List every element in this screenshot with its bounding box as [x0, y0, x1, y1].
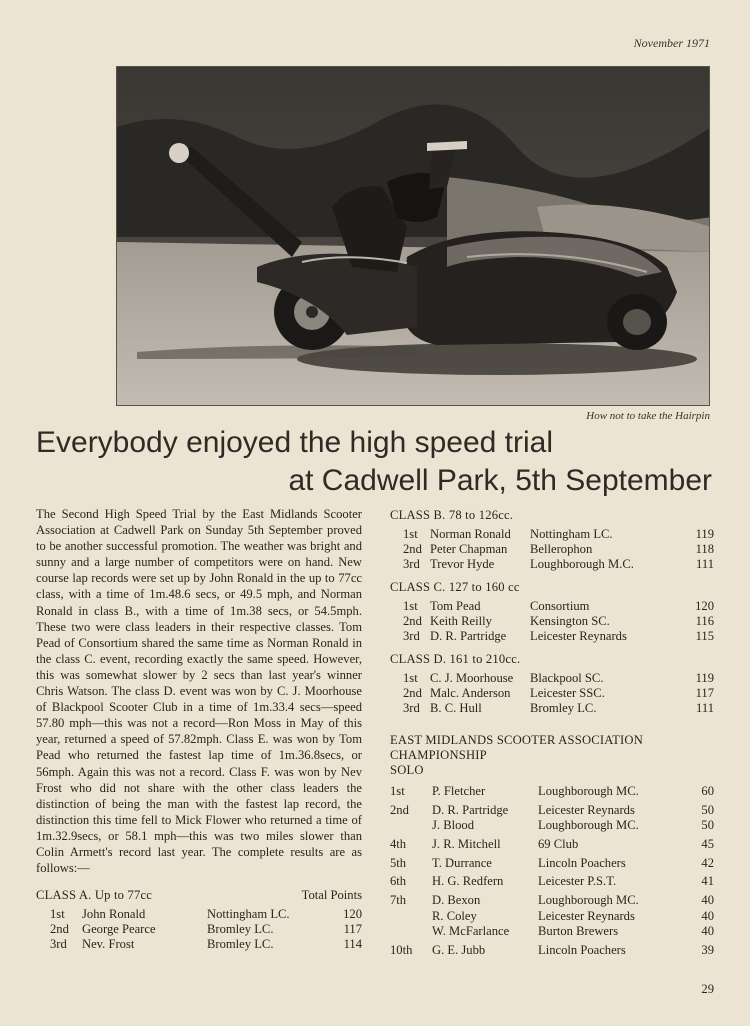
position: 2nd — [403, 542, 422, 556]
table-row — [390, 614, 714, 629]
rider-name: B. C. Hull — [430, 701, 482, 715]
points: 60 — [701, 784, 714, 798]
table-row — [390, 939, 714, 958]
table-row — [390, 557, 714, 572]
rider-name: Keith Reilly — [430, 614, 492, 628]
club-name: Kensington SC. — [530, 614, 610, 628]
points: 40 — [701, 908, 714, 923]
club-name: Loughborough MC. — [538, 893, 639, 908]
points: 116 — [695, 614, 714, 628]
points: 120 — [343, 907, 362, 921]
club-name: Bromley LC. — [207, 922, 274, 936]
club-name: Bellerophon — [530, 542, 593, 556]
rider-name: George Pearce — [82, 922, 156, 936]
club-name: Loughborough MC. — [538, 818, 639, 833]
club-name: Bromley LC. — [207, 937, 274, 951]
table-row — [390, 629, 714, 644]
table-row — [390, 671, 714, 686]
issue-date: November 1971 — [633, 36, 710, 50]
rider-name: T. Durrance — [432, 855, 492, 870]
points: 41 — [701, 874, 714, 889]
club-name: Leicester P.S.T. — [538, 874, 617, 889]
results-column — [390, 508, 714, 724]
club-name: Burton Brewers — [538, 923, 619, 938]
rider-name: J. R. Mitchell — [432, 836, 501, 851]
position: 3rd — [50, 937, 67, 951]
points: 50 — [701, 818, 714, 833]
championship-title-line-3: SOLO — [390, 763, 424, 777]
page-number: 29 — [701, 982, 714, 996]
points: 115 — [695, 629, 714, 643]
table-row — [36, 922, 362, 937]
class-d-title: CLASS D. 161 to 210cc. — [390, 652, 521, 666]
rider-name: R. Coley — [432, 908, 477, 923]
points: 40 — [701, 923, 714, 938]
championship-table — [390, 784, 714, 958]
position: 1st — [403, 599, 418, 613]
points: 119 — [695, 527, 714, 541]
rider-name: John Ronald — [82, 907, 146, 921]
table-row — [390, 701, 714, 716]
table-row — [390, 852, 714, 871]
rider-name: Norman Ronald — [430, 527, 511, 541]
rider-name: D. R. Partridge — [432, 802, 509, 817]
position: 10th — [390, 942, 413, 957]
table-row — [390, 799, 714, 818]
class-c-results — [390, 580, 714, 644]
position: 7th — [390, 893, 407, 908]
position: 5th — [390, 855, 407, 870]
position: 3rd — [403, 629, 420, 643]
position — [390, 924, 432, 939]
position: 1st — [390, 784, 405, 798]
points: 111 — [696, 701, 714, 715]
position: 1st — [403, 527, 418, 541]
position: 2nd — [390, 802, 409, 817]
points: 120 — [695, 599, 714, 613]
photo-caption: How not to take the Hairpin — [586, 410, 710, 422]
table-row — [390, 909, 714, 924]
table-row — [36, 937, 362, 952]
championship-title-line-1: EAST MIDLANDS SCOOTER ASSOCIATION — [390, 733, 644, 747]
points: 40 — [701, 893, 714, 908]
rider-name: Trevor Hyde — [430, 557, 495, 571]
championship-title-line-2: CHAMPIONSHIP — [390, 748, 487, 762]
club-name: Lincoln Poachers — [538, 855, 626, 870]
position: 1st — [403, 671, 418, 685]
table-row — [390, 818, 714, 833]
table-row — [390, 924, 714, 939]
position: 1st — [50, 907, 65, 921]
position: 2nd — [403, 686, 422, 700]
club-name: Loughborough M.C. — [530, 557, 634, 571]
class-a-header — [36, 888, 362, 903]
points: 50 — [701, 802, 714, 817]
club-name: Lincoln Poachers — [538, 942, 626, 957]
total-points-header: Total Points — [301, 888, 362, 902]
position: 6th — [390, 874, 407, 889]
race-photo — [116, 66, 710, 406]
class-b-title: CLASS B. 78 to 126cc. — [390, 508, 514, 522]
table-row — [390, 871, 714, 890]
points: 117 — [343, 922, 362, 936]
article-body: The Second High Speed Trial by the East Midlands Scooter Association at Cadwell Park on Sunday 5th September proved to be another successful promotion. The weather was bright and sunny and a large number of competitors were on hand. New course lap records were set up by John Ronald in the up to 77cc class, with a time of 1m.48.6 secs, or 49.5 mph, and Norman Ronald in class B., with a time of 1m.38 secs, or 54.5mph. These two were class leaders in their respective classes. Tom Pead of Consortium shared the same time as Norman Ronald in the class C. event, recording exactly the same speed. However, this was somewhat slower by 2 secs than last year's winner Chris Watson. The class D. event was won by C. J. Moorhouse of Blackpool Scooter Club in a time of 1m.33.4 secs—speed 57.80 mph—this was not a record—Ron Moss in May of this year, returned a speed of 57.82mph. Class E. was won by Tom Pead who returned the fastest lap time of 1m.36.8secs, or 56mph. Again this was not a record. Class F. was won by Nev Frost who did not share with the other class leaders the distinction of being the man with the fastest lap record, the distinction this time fell to Mick Flower who returned a time of 1m.32.9secs, or 58.1 mph—this was two miles slower than Colin Armett's record last year. The complete results are as follows:— — [36, 507, 362, 876]
points: 118 — [695, 542, 714, 556]
rider-name: Peter Chapman — [430, 542, 508, 556]
club-name: Nottingham LC. — [207, 907, 290, 921]
points: 45 — [701, 836, 714, 851]
rider-name: J. Blood — [432, 818, 474, 833]
rider-name: P. Fletcher — [432, 784, 486, 798]
club-name: Blackpool SC. — [530, 671, 604, 685]
club-name: Consortium — [530, 599, 590, 613]
club-name: 69 Club — [538, 836, 579, 851]
class-a-title: CLASS A. Up to 77cc — [36, 888, 153, 902]
position — [390, 818, 432, 833]
position: 2nd — [50, 922, 69, 936]
class-d-results — [390, 652, 714, 716]
position — [390, 909, 432, 924]
table-row — [390, 686, 714, 701]
class-a-results — [36, 888, 362, 952]
points: 39 — [701, 942, 714, 957]
rider-name: D. R. Partridge — [430, 629, 507, 643]
club-name: Leicester SSC. — [530, 686, 605, 700]
table-row — [390, 890, 714, 909]
championship-results — [390, 733, 714, 958]
club-name: Bromley LC. — [530, 701, 597, 715]
class-c-title: CLASS C. 127 to 160 cc — [390, 580, 520, 594]
rider-name: D. Bexon — [432, 893, 481, 908]
points: 119 — [695, 671, 714, 685]
table-row — [36, 907, 362, 922]
points: 117 — [695, 686, 714, 700]
rider-name: C. J. Moorhouse — [430, 671, 514, 685]
scooter-crash-photo — [117, 67, 710, 406]
class-d-table — [390, 671, 714, 716]
table-row — [390, 833, 714, 852]
position: 4th — [390, 836, 407, 851]
position: 3rd — [403, 557, 420, 571]
rider-name: Malc. Anderson — [430, 686, 511, 700]
club-name: Nottingham LC. — [530, 527, 613, 541]
rider-name: Nev. Frost — [82, 937, 135, 951]
class-c-table — [390, 599, 714, 644]
headline-line-1: Everybody enjoyed the high speed trial — [36, 426, 554, 459]
rider-name: G. E. Jubb — [432, 942, 486, 957]
position: 2nd — [403, 614, 422, 628]
headline-line-2: at Cadwell Park, 5th September — [288, 464, 712, 497]
table-row — [390, 542, 714, 557]
club-name: Loughborough MC. — [538, 784, 639, 798]
points: 114 — [343, 937, 362, 951]
table-row — [390, 784, 714, 799]
class-b-table — [390, 527, 714, 572]
rider-name: W. McFarlance — [432, 923, 510, 938]
table-row — [390, 599, 714, 614]
position: 3rd — [403, 701, 420, 715]
rider-name: H. G. Redfern — [432, 874, 504, 889]
points: 111 — [696, 557, 714, 571]
rider-name: Tom Pead — [430, 599, 481, 613]
class-b-results — [390, 508, 714, 572]
club-name: Leicester Reynards — [530, 629, 627, 643]
points: 42 — [701, 855, 714, 870]
class-a-table — [36, 907, 362, 952]
club-name: Leicester Reynards — [538, 802, 635, 817]
table-row — [390, 527, 714, 542]
club-name: Leicester Reynards — [538, 908, 635, 923]
article-headline — [36, 424, 714, 500]
